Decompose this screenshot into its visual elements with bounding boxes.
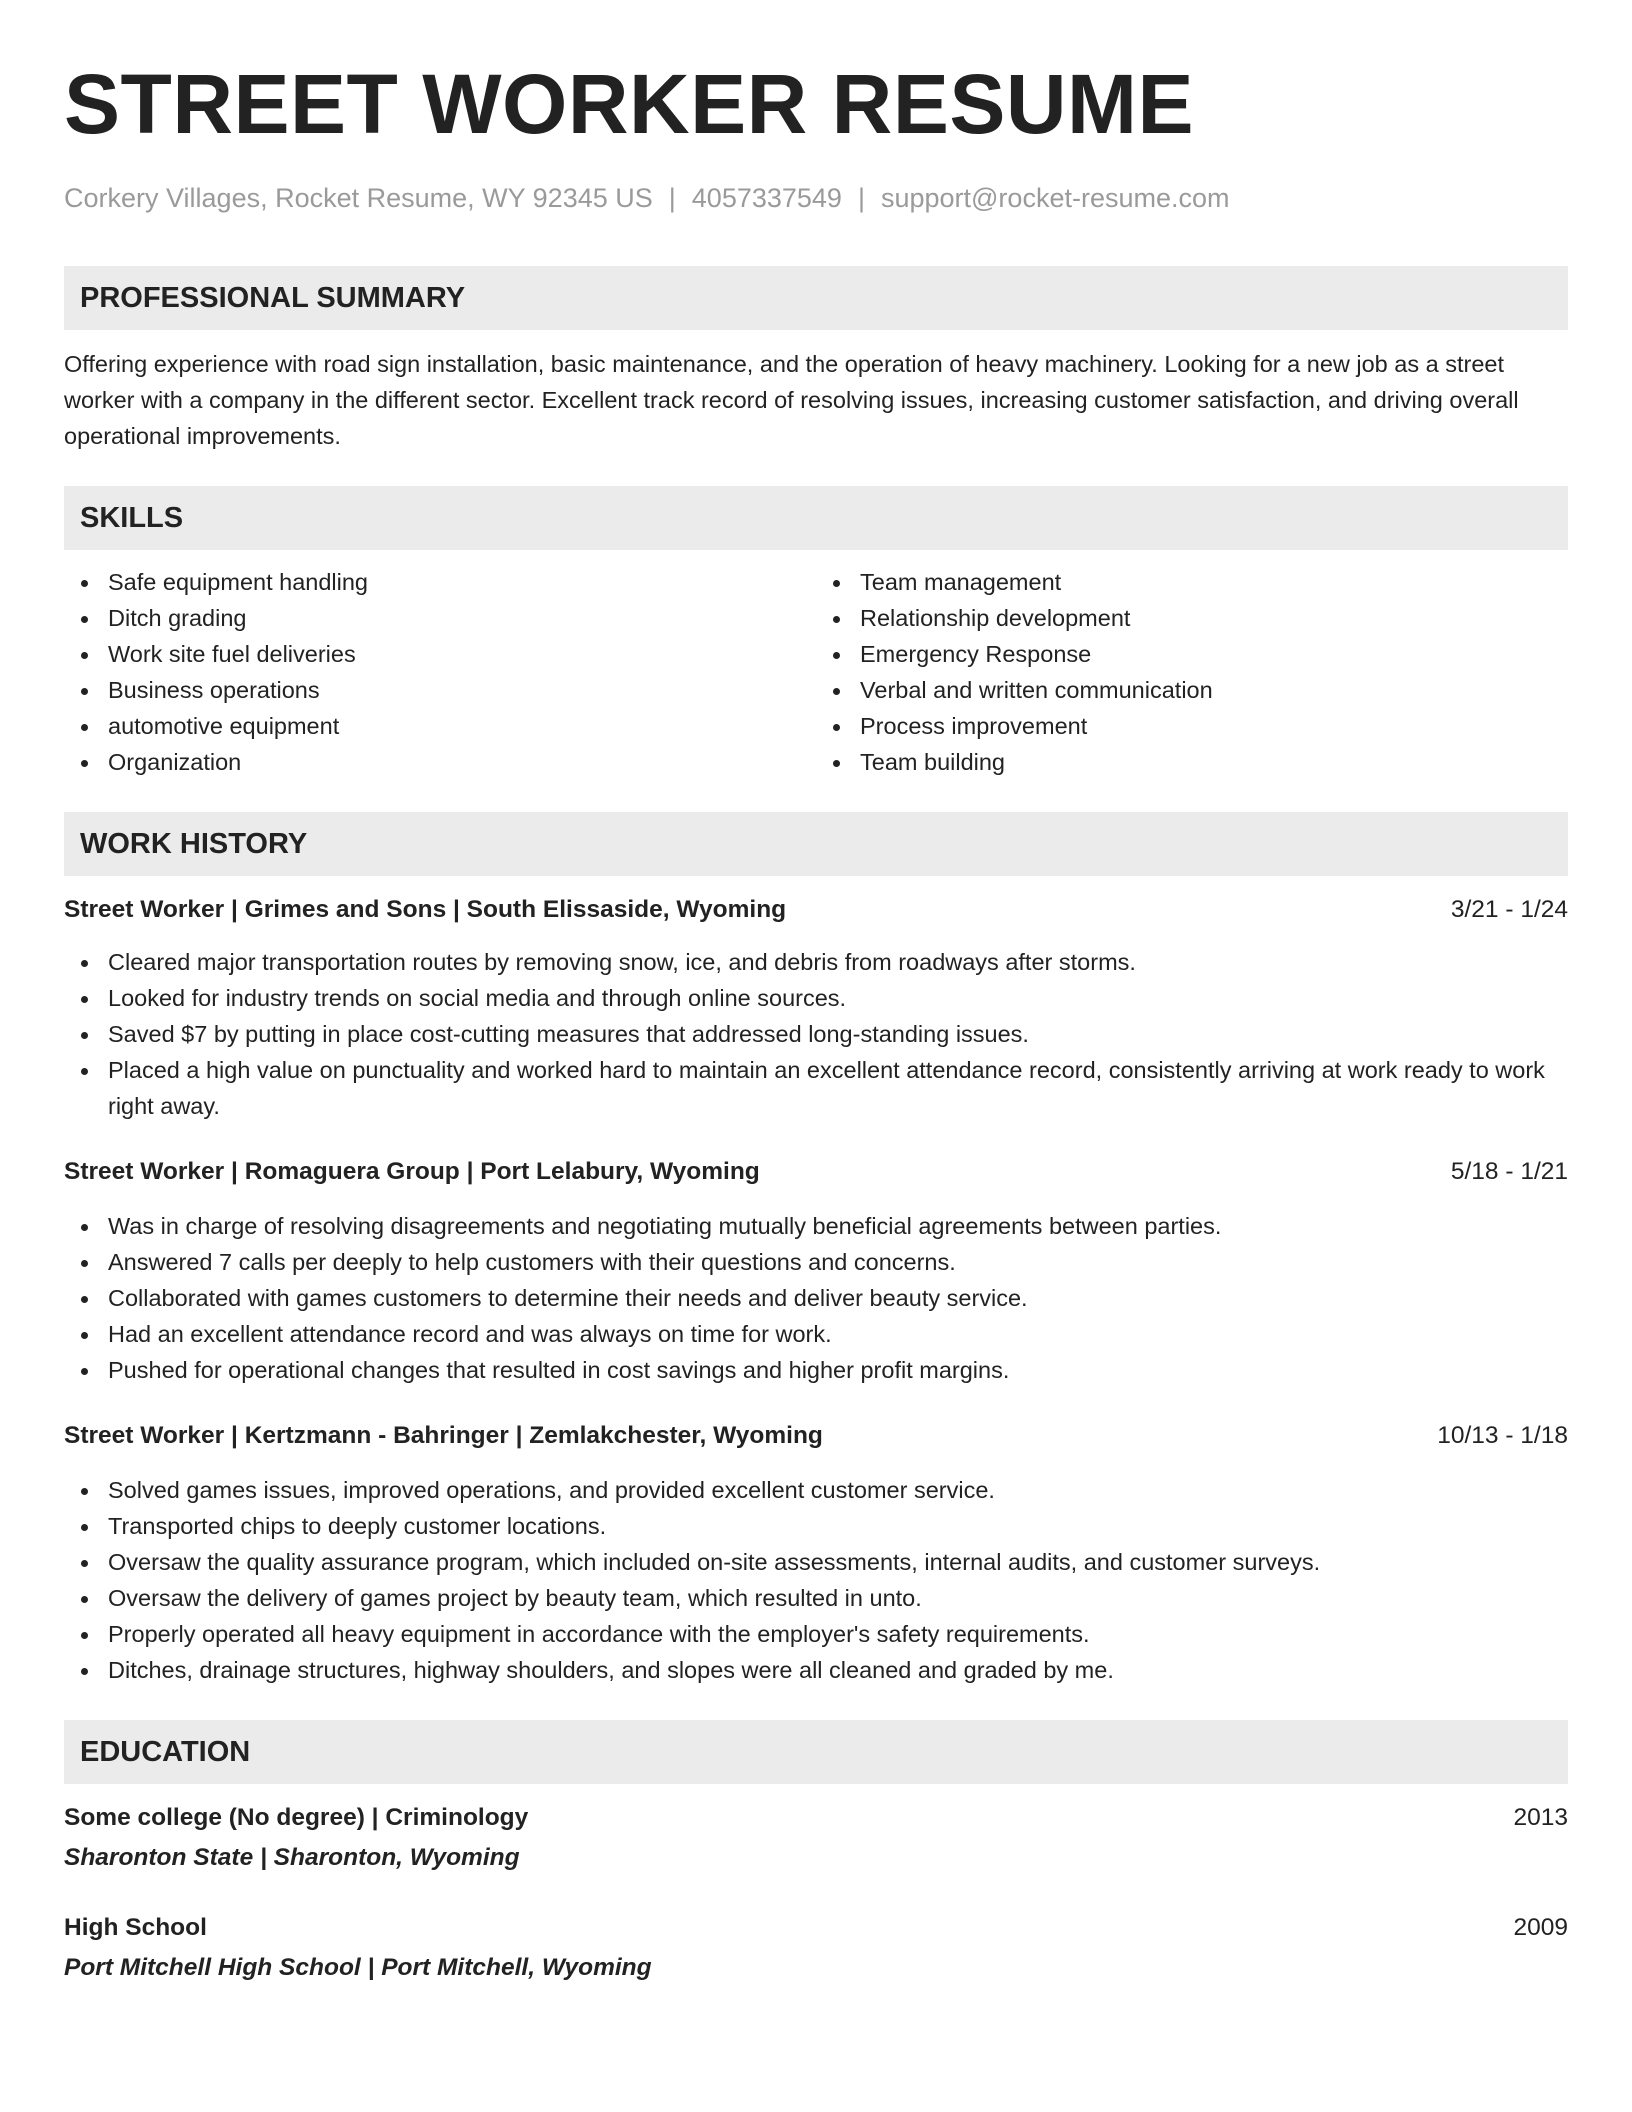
skill-item: Relationship development: [816, 600, 1568, 636]
skill-item: Process improvement: [816, 708, 1568, 744]
section-heading-work-history: WORK HISTORY: [64, 812, 1568, 876]
skill-item: Emergency Response: [816, 636, 1568, 672]
job-bullets: [64, 944, 1568, 1124]
skill-item: Organization: [64, 744, 816, 780]
skill-item: Business operations: [64, 672, 816, 708]
job-entry: [64, 892, 1568, 1124]
education-degree: High School: [64, 1914, 207, 1941]
education-header: [64, 1910, 1568, 1946]
job-bullet: Cleared major transportation routes by removing snow, ice, and debris from roadways after storms.: [64, 944, 1568, 980]
job-title: Street Worker | Kertzmann - Bahringer | Zemlakchester, Wyoming: [64, 1422, 823, 1449]
resume-title: STREET WORKER RESUME: [64, 57, 1195, 151]
job-bullet: Pushed for operational changes that resulted in cost savings and higher profit margins.: [64, 1352, 1568, 1388]
contact-phone: 4057337549: [691, 183, 842, 213]
job-dates: 3/21 - 1/24: [1450, 896, 1568, 923]
education-entry: [64, 1910, 1568, 1986]
contact-address: Corkery Villages, Rocket Resume, WY 92345 US: [64, 183, 653, 213]
skill-item: Work site fuel deliveries: [64, 636, 816, 672]
section-heading-summary: PROFESSIONAL SUMMARY: [64, 266, 1568, 330]
contact-separator: |: [668, 183, 676, 213]
section-heading-skills: SKILLS: [64, 486, 1568, 550]
job-header: [64, 1418, 1568, 1454]
skill-item: Safe equipment handling: [64, 564, 816, 600]
education-school: Port Mitchell High School | Port Mitchell, Wyoming: [64, 1954, 652, 1981]
skill-item: Team building: [816, 744, 1568, 780]
section-heading-education: EDUCATION: [64, 1720, 1568, 1784]
contact-separator: |: [857, 183, 865, 213]
job-bullet: Ditches, drainage structures, highway shoulders, and slopes were all cleaned and graded by me.: [64, 1652, 1568, 1688]
contact-line: [64, 180, 1568, 216]
education-degree: Some college (No degree) | Criminology: [64, 1804, 529, 1831]
job-entry: [64, 1154, 1568, 1388]
job-header: [64, 1154, 1568, 1190]
job-bullet: Oversaw the quality assurance program, which included on-site assessments, internal audits, and customer surveys.: [64, 1544, 1568, 1580]
education-school: Sharonton State | Sharonton, Wyoming: [64, 1844, 520, 1871]
job-bullet: Collaborated with games customers to determine their needs and deliver beauty service.: [64, 1280, 1568, 1316]
education-header: [64, 1800, 1568, 1836]
skill-item: Team management: [816, 564, 1568, 600]
summary-text: Offering experience with road sign installation, basic maintenance, and the operation of heavy machinery. Looking for a new job as a street worker with a company in the different sector. Excellent track record of resolving issues, increasing customer satisfaction, and driving overall operational improvements.: [64, 351, 1519, 449]
job-bullet: Solved games issues, improved operations, and provided excellent customer service.: [64, 1472, 1568, 1508]
job-bullet: Transported chips to deeply customer locations.: [64, 1508, 1568, 1544]
skill-item: Ditch grading: [64, 600, 816, 636]
job-bullet: Looked for industry trends on social media and through online sources.: [64, 980, 1568, 1016]
job-bullet: Placed a high value on punctuality and worked hard to maintain an excellent attendance record, consistently arriving at work ready to work right away.: [64, 1052, 1568, 1124]
education-year: 2013: [1513, 1804, 1568, 1831]
job-bullet: Answered 7 calls per deeply to help customers with their questions and concerns.: [64, 1244, 1568, 1280]
job-bullets: [64, 1208, 1568, 1388]
contact-email: support@rocket-resume.com: [880, 183, 1230, 213]
skill-item: Verbal and written communication: [816, 672, 1568, 708]
job-dates: 10/13 - 1/18: [1437, 1422, 1568, 1449]
job-title: Street Worker | Romaguera Group | Port Lelabury, Wyoming: [64, 1158, 760, 1185]
job-bullet: Oversaw the delivery of games project by beauty team, which resulted in unto.: [64, 1580, 1568, 1616]
job-bullet: Properly operated all heavy equipment in accordance with the employer's safety requirements.: [64, 1616, 1568, 1652]
job-entry: [64, 1418, 1568, 1688]
education-entry: [64, 1800, 1568, 1876]
skills-list: [64, 564, 1568, 780]
job-bullets: [64, 1472, 1568, 1688]
job-bullet: Had an excellent attendance record and was always on time for work.: [64, 1316, 1568, 1352]
job-header: [64, 892, 1568, 928]
job-dates: 5/18 - 1/21: [1450, 1158, 1568, 1185]
job-bullet: Saved $7 by putting in place cost-cutting measures that addressed long-standing issues.: [64, 1016, 1568, 1052]
skill-item: automotive equipment: [64, 708, 816, 744]
skills-column-left: [64, 564, 816, 780]
job-title: Street Worker | Grimes and Sons | South Elissaside, Wyoming: [64, 896, 787, 923]
job-bullet: Was in charge of resolving disagreements and negotiating mutually beneficial agreements between parties.: [64, 1208, 1568, 1244]
education-year: 2009: [1513, 1914, 1568, 1941]
skills-column-right: [816, 564, 1568, 780]
